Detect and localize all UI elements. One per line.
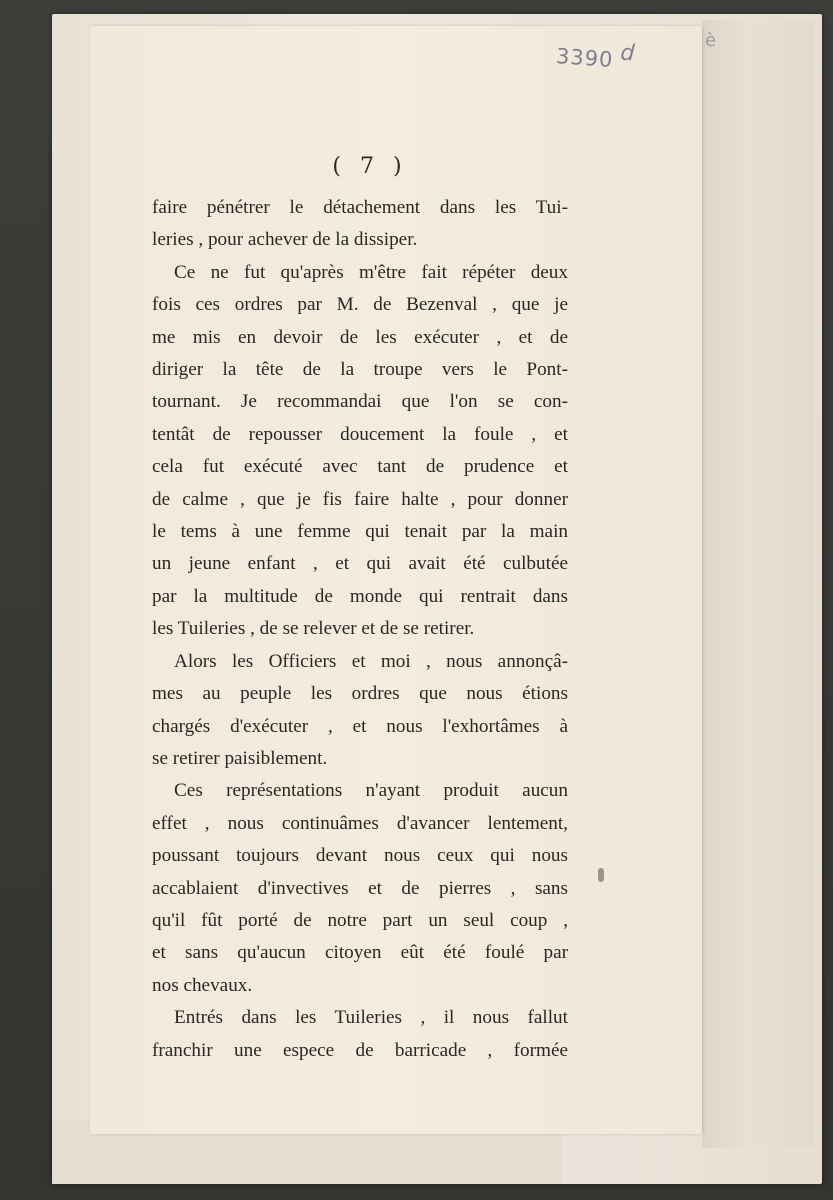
- text-line: de calme , que je fis faire halte , pour donner: [152, 488, 568, 510]
- body-text: [152, 192, 568, 1067]
- text-line: poussant toujours devant nous ceux qui nous: [152, 845, 568, 867]
- text-line: par la multitude de monde qui rentrait dans: [152, 585, 568, 607]
- text-line: un jeune enfant , et qui avait été culbutée: [152, 553, 568, 575]
- paper-speck: [598, 868, 604, 882]
- paper-right-margin: [702, 20, 814, 1148]
- page-number: ( 7 ): [332, 154, 408, 179]
- text-line: Ces représentations n'ayant produit aucun: [174, 780, 568, 802]
- shelfmark-suffix: d: [619, 40, 637, 67]
- text-line: qu'il fût porté de notre part un seul coup ,: [152, 909, 568, 931]
- text-line: chargés d'exécuter , et nous l'exhortâmes à: [152, 715, 568, 737]
- text-line: tournant. Je recommandai que l'on se con-: [152, 391, 568, 413]
- text-line: accablaient d'invectives et de pierres , sans: [152, 877, 568, 899]
- shelfmark-number: 3390: [555, 44, 615, 72]
- text-line: leries , pour achever de la dissiper.: [152, 229, 418, 251]
- text-line: cela fut exécuté avec tant de prudence et: [152, 456, 568, 478]
- text-line: Entrés dans les Tuileries , il nous fallut: [174, 1007, 568, 1029]
- text-line: nos chevaux.: [152, 974, 253, 996]
- text-line: le tems à une femme qui tenait par la main: [152, 521, 568, 543]
- text-line: faire pénétrer le détachement dans les Tui-: [152, 197, 568, 218]
- text-line: fois ces ordres par M. de Bezenval , que je: [152, 294, 568, 316]
- shelfmark-annotation: [555, 40, 637, 72]
- text-line: Ce ne fut qu'après m'être fait répéter deux: [174, 261, 568, 283]
- text-line: franchir une espece de barricade , formée: [152, 1039, 568, 1061]
- text-line: et sans qu'aucun citoyen eût été foulé par: [152, 942, 568, 964]
- text-line: se retirer paisiblement.: [152, 747, 328, 769]
- corner-mark: è: [705, 30, 717, 51]
- text-line: Alors les Officiers et moi , nous annonçâ-: [174, 650, 568, 672]
- text-line: les Tuileries , de se relever et de se retirer.: [152, 618, 475, 640]
- text-line: effet , nous continuâmes d'avancer lentement,: [152, 812, 568, 834]
- text-line: me mis en devoir de les exécuter , et de: [152, 326, 568, 348]
- text-line: mes au peuple les ordres que nous étions: [152, 683, 568, 705]
- text-line: tentât de repousser doucement la foule , et: [152, 423, 568, 445]
- text-line: diriger la tête de la troupe vers le Pont-: [152, 359, 568, 381]
